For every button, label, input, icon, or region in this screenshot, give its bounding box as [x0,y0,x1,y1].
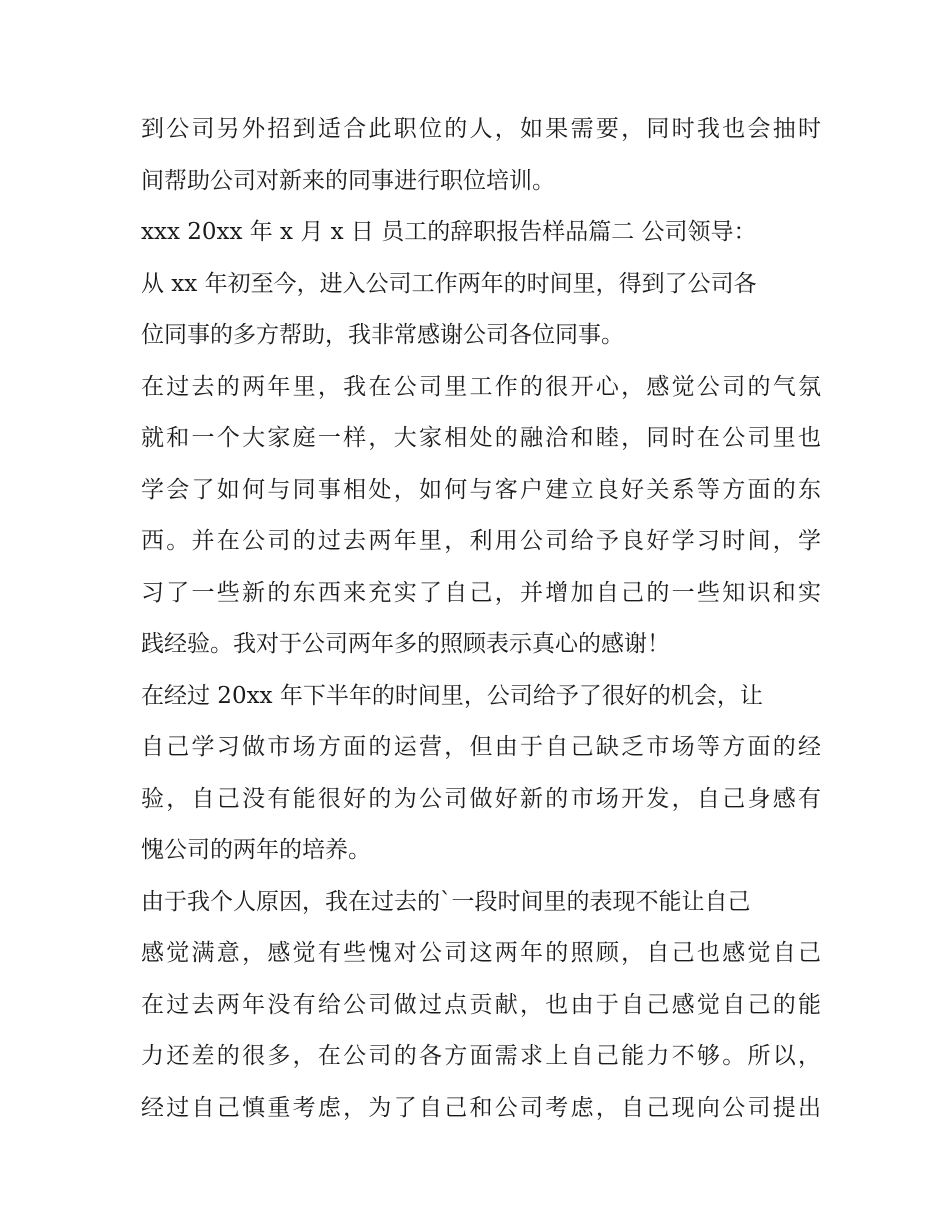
text-line-18: 在过去两年没有给公司做过点贡献，也由于自己感觉自己的能 [141,991,821,1018]
text-line-20: 经过自己慎重考虑，为了自己和公司考虑，自己现向公司提出 [141,1094,821,1121]
text-line-9: 西。并在公司的过去两年里，利用公司给予良好学习时间，学 [141,528,821,554]
text-line-10: 习了一些新的东西来充实了自己，并增加自己的一些知识和实 [141,579,821,606]
text-line-19: 力还差的很多，在公司的各方面需求上自己能力不够。所以， [141,1043,821,1069]
text-line-11: 践经验。我对于公司两年多的照顾表示真心的感谢！ [141,631,670,657]
text-line-5: 位同事的多方帮助，我非常感谢公司各位同事。 [141,322,624,348]
text-line-3: xxx 20xx 年 x 月 x 日 员工的辞职报告样品篇二 公司领导： [141,219,757,245]
text-line-2: 间帮助公司对新来的同事进行职位培训。 [141,167,555,194]
text-line-15: 愧公司的两年的培养。 [141,837,371,863]
text-line-12: 在经过 20xx 年下半年的时间里，公司给予了很好的机会，让 [141,682,763,709]
text-line-17: 感觉满意，感觉有些愧对公司这两年的照顾，自己也感觉自己 [141,940,821,966]
text-line-8: 学会了如何与同事相处，如何与客户建立良好关系等方面的东 [141,476,821,503]
text-line-14: 验，自己没有能很好的为公司做好新的市场开发，自己身感有 [141,785,821,812]
text-line-1: 到公司另外招到适合此职位的人，如果需要，同时我也会抽时 [141,116,821,142]
text-line-7: 就和一个大家庭一样，大家相处的融洽和睦，同时在公司里也 [141,425,821,451]
text-line-16: 由于我个人原因，我在过去的`一段时间里的表现不能让自己 [141,888,751,915]
document-body [141,104,821,1134]
text-line-4: 从 xx 年初至今，进入公司工作两年的时间里，得到了公司各 [141,270,757,297]
text-line-13: 自己学习做市场方面的运营，但由于自己缺乏市场等方面的经 [141,734,821,760]
text-line-6: 在过去的两年里，我在公司里工作的很开心，感觉公司的气氛 [141,373,821,400]
